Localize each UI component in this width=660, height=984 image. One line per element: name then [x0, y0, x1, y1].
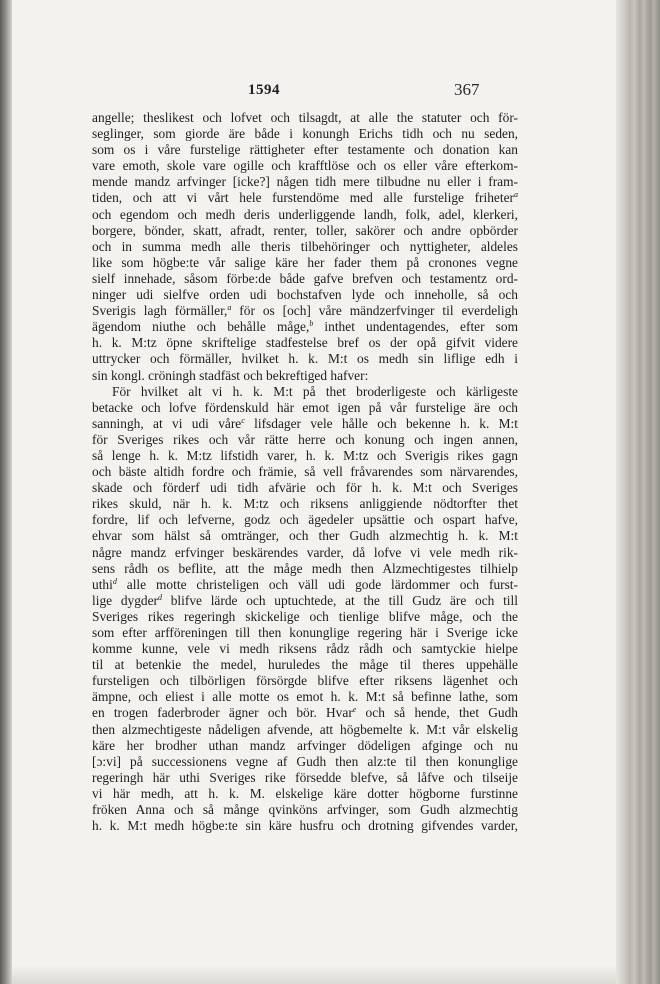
text-line: [92, 271, 518, 287]
text-segment: för os [och] våre mändzerfvinger til everdeligh: [231, 303, 518, 319]
text-line: [92, 818, 518, 834]
text-line: [92, 561, 518, 577]
text-segment: alle motte christeligen och väll udi gode lärdommer och furst-: [116, 576, 518, 592]
text-segment: skade och förderf udi tidh afvärie och för h. k. M:t och Sveriges: [92, 480, 518, 496]
text-segment: uttrycker och förmäller, hvilket h. k. M:t os medh sin liflige edh i: [92, 351, 518, 367]
page-edge-stack: [616, 0, 660, 984]
text-line: [92, 593, 518, 609]
text-line: [92, 722, 518, 738]
text-line: [92, 351, 518, 367]
text-segment: blifve lärde och uptuchtede, at the till Gudz äre och till: [162, 592, 518, 608]
text-line: [92, 207, 518, 223]
text-segment: sanningh, at vi udi våre: [92, 415, 242, 431]
text-segment: sielf innehade, såsom förbe:de både gafve brefven och testamentz ord-: [92, 270, 518, 286]
text-line: [92, 335, 518, 351]
page-number: 367: [454, 80, 480, 99]
text-segment: rikes skuld, när h. k. M:tz och riksens anliggiende nödtorfter thet: [92, 496, 518, 512]
text-line: [92, 545, 518, 561]
text-line: [92, 641, 518, 657]
text-segment: til at betenkie the medel, huruledes the måge til theres uppehälle: [92, 657, 518, 673]
text-segment: vare emoth, skole vare ogille och krafftlöse och os eller våre efterkom-: [92, 158, 518, 174]
text-line: [92, 480, 518, 496]
footnote-marker: a: [227, 303, 232, 313]
text-line: [92, 496, 518, 512]
text-line: [92, 577, 518, 593]
text-segment: Sveriges rikes regeringh skickelige och tienlige blifve måge, och the: [92, 608, 518, 624]
text-segment: och in summa medh alle theris tilbehöringer och nyttigheter, aldeles: [92, 238, 518, 254]
text-line: [92, 432, 518, 448]
text-segment: För hvilket alt vi h. k. M:t på thet broderligeste och kärligeste: [112, 383, 518, 399]
text-segment: vi här medh, att h. k. M. elskelige käre dotter högborne furstinne: [92, 785, 518, 801]
text-segment: för Sveriges rikes och vår rätte herre och konung och ingen annen,: [92, 431, 518, 447]
text-line: [92, 400, 518, 416]
text-line: [92, 802, 518, 818]
text-segment: en trogen faderbroder ägner och bör. Hvar: [92, 705, 353, 721]
text-line: [92, 738, 518, 754]
text-segment: borgere, bönder, skatt, afradt, renter, toller, sakörer och andre opbörder: [92, 222, 518, 238]
text-segment: fursteligen och tilbörligen försörgde blifve efter riksens lägenhet och: [92, 673, 518, 689]
text-segment: fordre, lif och lefverne, godz och ägedeler upsättie och ospart hafve,: [92, 512, 518, 528]
text-segment: angelle; theslikest och lofvet och tilsagdt, at alle the statuter och för-: [92, 110, 518, 125]
text-line: [92, 223, 518, 239]
text-segment: regeringh här uthi Sveriges rike försedde blefve, så låfve och tilseije: [92, 769, 518, 785]
text-segment: och egendom och medh deris underliggende landh, folk, adel, klerkeri,: [92, 206, 518, 222]
footnote-marker: d: [158, 592, 162, 602]
text-segment: käre her brodher uthan mandz arfvinger dödeligen afginge och nu: [92, 737, 518, 753]
running-head-year: 1594: [248, 82, 280, 98]
text-segment: mende mandz arfvinger [icke?] någen tidh mere tilbudne nu eller i fram-: [92, 174, 518, 190]
text-line: [92, 786, 518, 802]
text-line: [92, 770, 518, 786]
text-segment: lifsdager vele hålle och bekenne h. k. M:t: [244, 415, 518, 431]
text-segment: like som högbe:te vår salige käre her fader them på cronones vegne: [92, 254, 518, 270]
footnote-marker: a: [514, 190, 518, 200]
text-segment: så lenge h. k. M:tz lifstidh varer, h. k. M:tz och Sverigis rikes gagn: [92, 447, 518, 463]
book-gutter-shadow: [0, 0, 12, 984]
text-segment: komme kunne, vele vi medh riksens rådz rådh och samtyckie hielpe: [92, 641, 518, 657]
text-line: [92, 754, 518, 770]
text-segment: och så hende, thet Gudh: [356, 705, 518, 721]
text-segment: ehvar som hälst så omtränger, och ther Gudh alzmechtig h. k. M:t: [92, 528, 518, 544]
text-segment: ämpne, och eliest i alle motte os emot h. k. M:t så befinne lathe, som: [92, 689, 518, 705]
text-segment: lige dygder: [92, 592, 158, 608]
text-line: [92, 464, 518, 480]
text-line: [92, 416, 518, 432]
text-segment: then alzmechtigeste nådeligen afvende, att högbemelte k. M:t vår elskelig: [92, 721, 518, 737]
text-segment: som os i våre furstelige rättigheter efter testamente och donation kan: [92, 142, 518, 158]
text-line: [92, 142, 518, 158]
text-line: [92, 126, 518, 142]
footnote-marker: c: [241, 415, 245, 425]
text-line: [92, 158, 518, 174]
text-line: [92, 705, 518, 721]
text-segment: som efter arfföreningen till then konunglige regering här i Sverige icke: [92, 625, 518, 640]
text-line: [92, 368, 518, 384]
footnote-marker: e: [352, 705, 357, 715]
text-segment: seglinger, som giorde äre både i konungh Erichs tidh och nu seden,: [92, 126, 518, 142]
text-segment: [ɔ:vi] på successionens vegne af Gudh then alz:te til then konunglige: [92, 753, 518, 769]
text-segment: h. k. M:tz öpne skriftelige stadfestelse bref os der opå gifvit videre: [92, 335, 518, 351]
text-segment: ninger udi sielfve orden udi bochstafven lyde och inneholle, så och: [92, 287, 518, 303]
text-segment: sin kongl. cröningh stadfäst och bekreftiged hafver:: [92, 367, 369, 383]
text-line: [92, 657, 518, 673]
footnote-marker: b: [309, 319, 314, 329]
text-line: [92, 190, 518, 206]
text-line: [92, 384, 518, 400]
text-segment: tiden, och att vi vårt hele furstendöme med alle furstelige friheter: [92, 190, 514, 206]
text-segment: inthet undentagendes, efter som: [313, 319, 518, 335]
text-segment: ägendom niuthe och behålle måge,: [92, 319, 310, 335]
page-bottom-shadow: [12, 965, 616, 984]
text-line: [92, 625, 518, 641]
text-line: [92, 110, 518, 126]
text-line: [92, 255, 518, 271]
text-segment: h. k. M:t medh högbe:te sin käre husfru och drotning gifvendes varder,: [92, 818, 518, 834]
text-line: [92, 303, 518, 319]
text-line: [92, 689, 518, 705]
body-text: [92, 110, 518, 834]
text-segment: uthi: [92, 576, 113, 592]
footnote-marker: d: [112, 576, 117, 586]
text-segment: och bäste altidh fordre och främie, så vell fråvarendes som närvarendes,: [92, 464, 518, 480]
text-segment: sens rådh os beflite, att the måge medh then Alzmechtigestes tilhielp: [92, 560, 518, 576]
text-line: [92, 673, 518, 689]
text-line: [92, 512, 518, 528]
text-segment: betacke och lofve fördenskuld här emot igen på vår furstelige äre och: [92, 399, 518, 415]
text-segment: Sverigis lagh förmäller,: [92, 303, 228, 319]
text-line: [92, 528, 518, 544]
text-segment: fröken Anna och så månge qvinköns arfvinger, som Gudh alzmechtig: [92, 802, 518, 818]
text-line: [92, 448, 518, 464]
text-line: [92, 609, 518, 625]
text-line: [92, 174, 518, 190]
text-line: [92, 239, 518, 255]
text-segment: någre mandz erfvinger beskärendes varder, då lofve vi vele medh rik-: [92, 544, 518, 560]
text-line: [92, 319, 518, 335]
text-line: [92, 287, 518, 303]
